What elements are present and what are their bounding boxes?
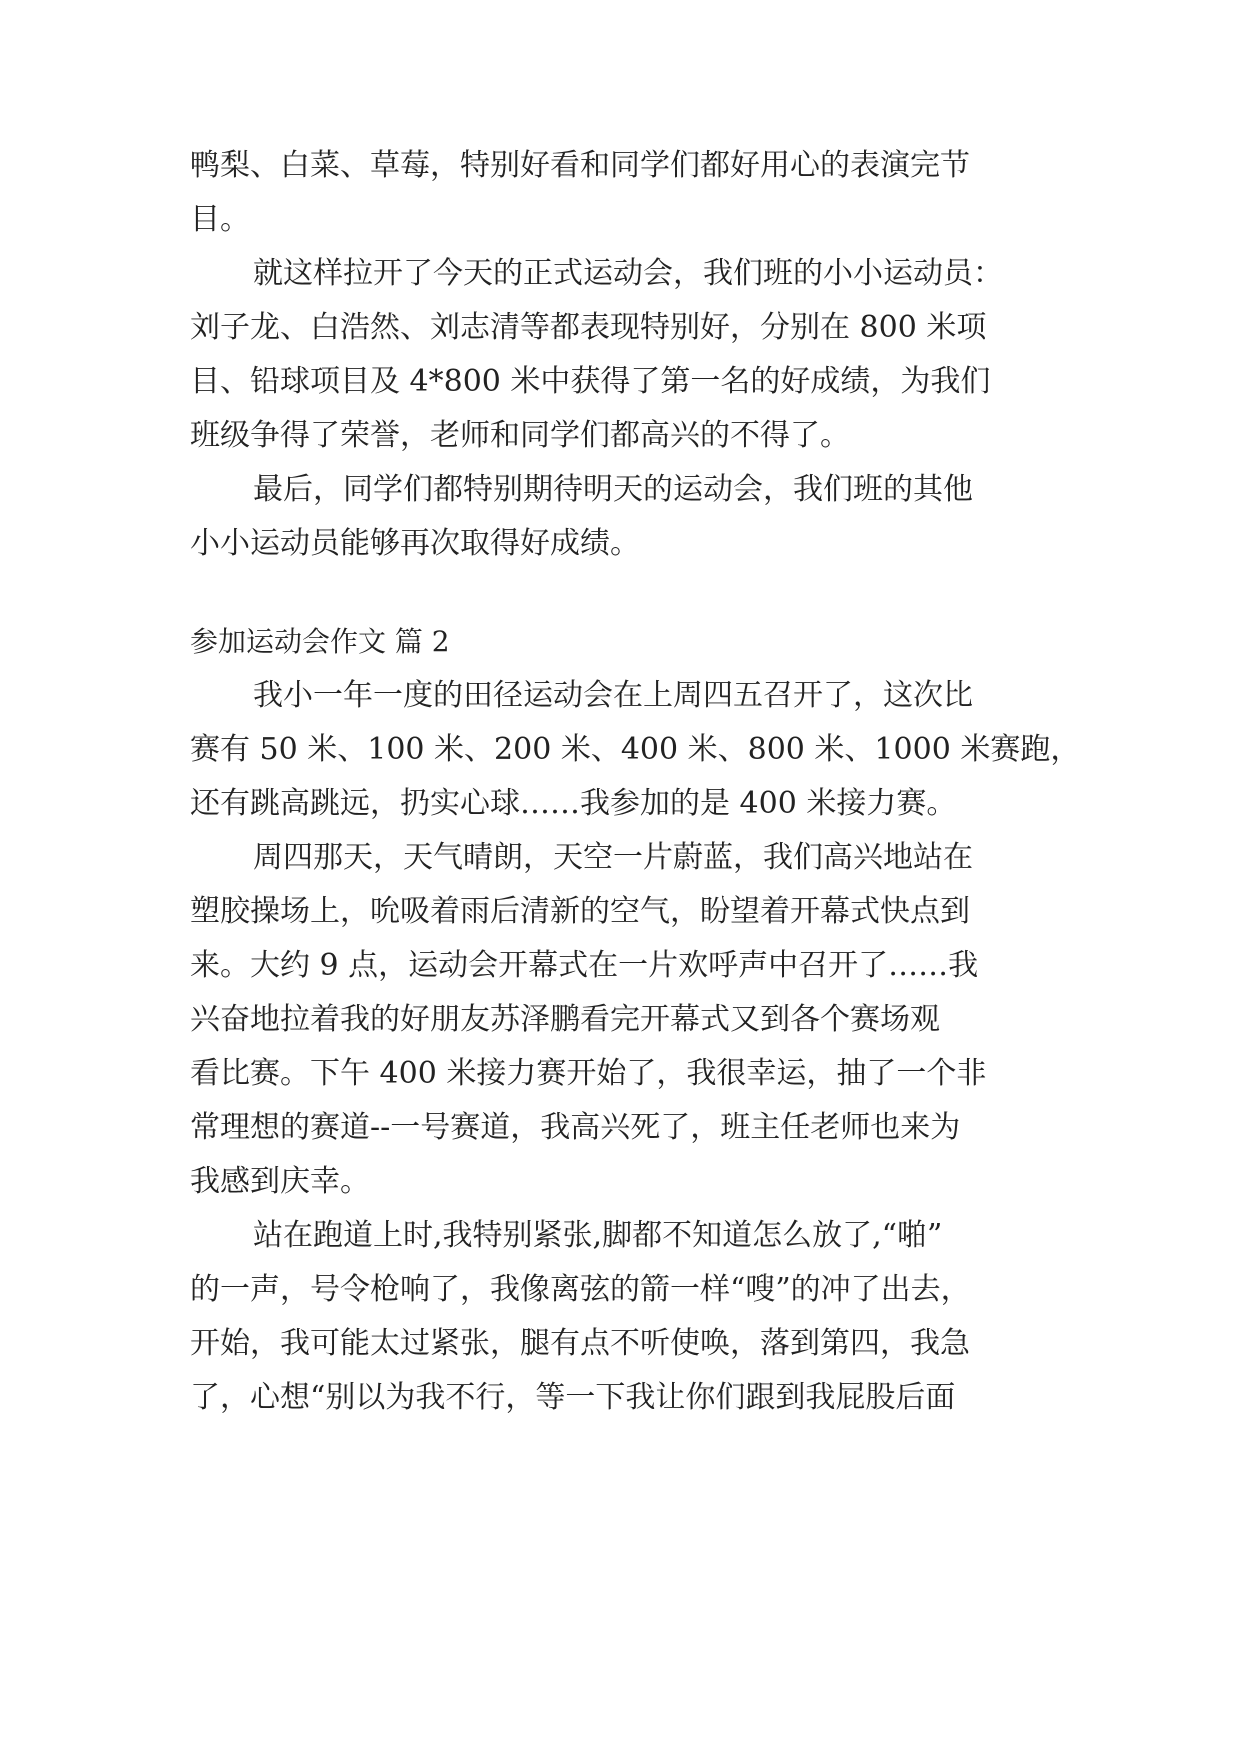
paragraph-line: 的一声，号令枪响了，我像离弦的箭一样“嗖”的冲了出去，: [190, 1272, 971, 1307]
paragraph-line: 兴奋地拉着我的好朋友苏泽鹏看完开幕式又到各个赛场观: [190, 1002, 940, 1037]
paragraph-line: 目。: [190, 202, 250, 237]
paragraph-line: 还有跳高跳远，扔实心球……我参加的是 400 米接力赛。: [190, 786, 957, 821]
paragraph-line: 来。大约 9 点，运动会开幕式在一片欢呼声中召开了……我: [190, 948, 979, 983]
paragraph-line: 周四那天，天气晴朗，天空一片蔚蓝，我们高兴地站在: [253, 840, 973, 875]
paragraph-line: 站在跑道上时,我特别紧张,脚都不知道怎么放了,“啪”: [253, 1218, 943, 1253]
paragraph-line: 常理想的赛道--一号赛道，我高兴死了，班主任老师也来为: [190, 1110, 961, 1145]
paragraph-line: 开始，我可能太过紧张，腿有点不听使唤，落到第四，我急: [190, 1326, 970, 1361]
paragraph-line: 看比赛。下午 400 米接力赛开始了，我很幸运，抽了一个非: [190, 1056, 987, 1091]
paragraph-line: 塑胶操场上，吮吸着雨后清新的空气，盼望着开幕式快点到: [190, 894, 970, 929]
paragraph-line: 鸭梨、白菜、草莓，特别好看和同学们都好用心的表演完节: [190, 148, 970, 183]
paragraph-line: 了，心想“别以为我不行，等一下我让你们跟到我屁股后面: [190, 1380, 956, 1415]
paragraph-line: 小小运动员能够再次取得好成绩。: [190, 526, 640, 561]
paragraph-line: 我小一年一度的田径运动会在上周四五召开了，这次比: [253, 678, 973, 713]
paragraph-line: 赛有 50 米、100 米、200 米、400 米、800 米、1000 米赛跑，: [190, 732, 1081, 767]
paragraph-line: 目、铅球项目及 4*800 米中获得了第一名的好成绩，为我们: [190, 364, 991, 399]
paragraph-line: 班级争得了荣誉，老师和同学们都高兴的不得了。: [190, 418, 850, 453]
paragraph-line: 我感到庆幸。: [190, 1164, 370, 1199]
paragraph-line: 就这样拉开了今天的正式运动会，我们班的小小运动员：: [253, 256, 1003, 291]
paragraph-line: 刘子龙、白浩然、刘志清等都表现特别好，分别在 800 米项: [190, 310, 987, 345]
section-heading: 参加运动会作文 篇 2: [190, 625, 450, 658]
paragraph-line: 最后，同学们都特别期待明天的运动会，我们班的其他: [253, 472, 973, 507]
